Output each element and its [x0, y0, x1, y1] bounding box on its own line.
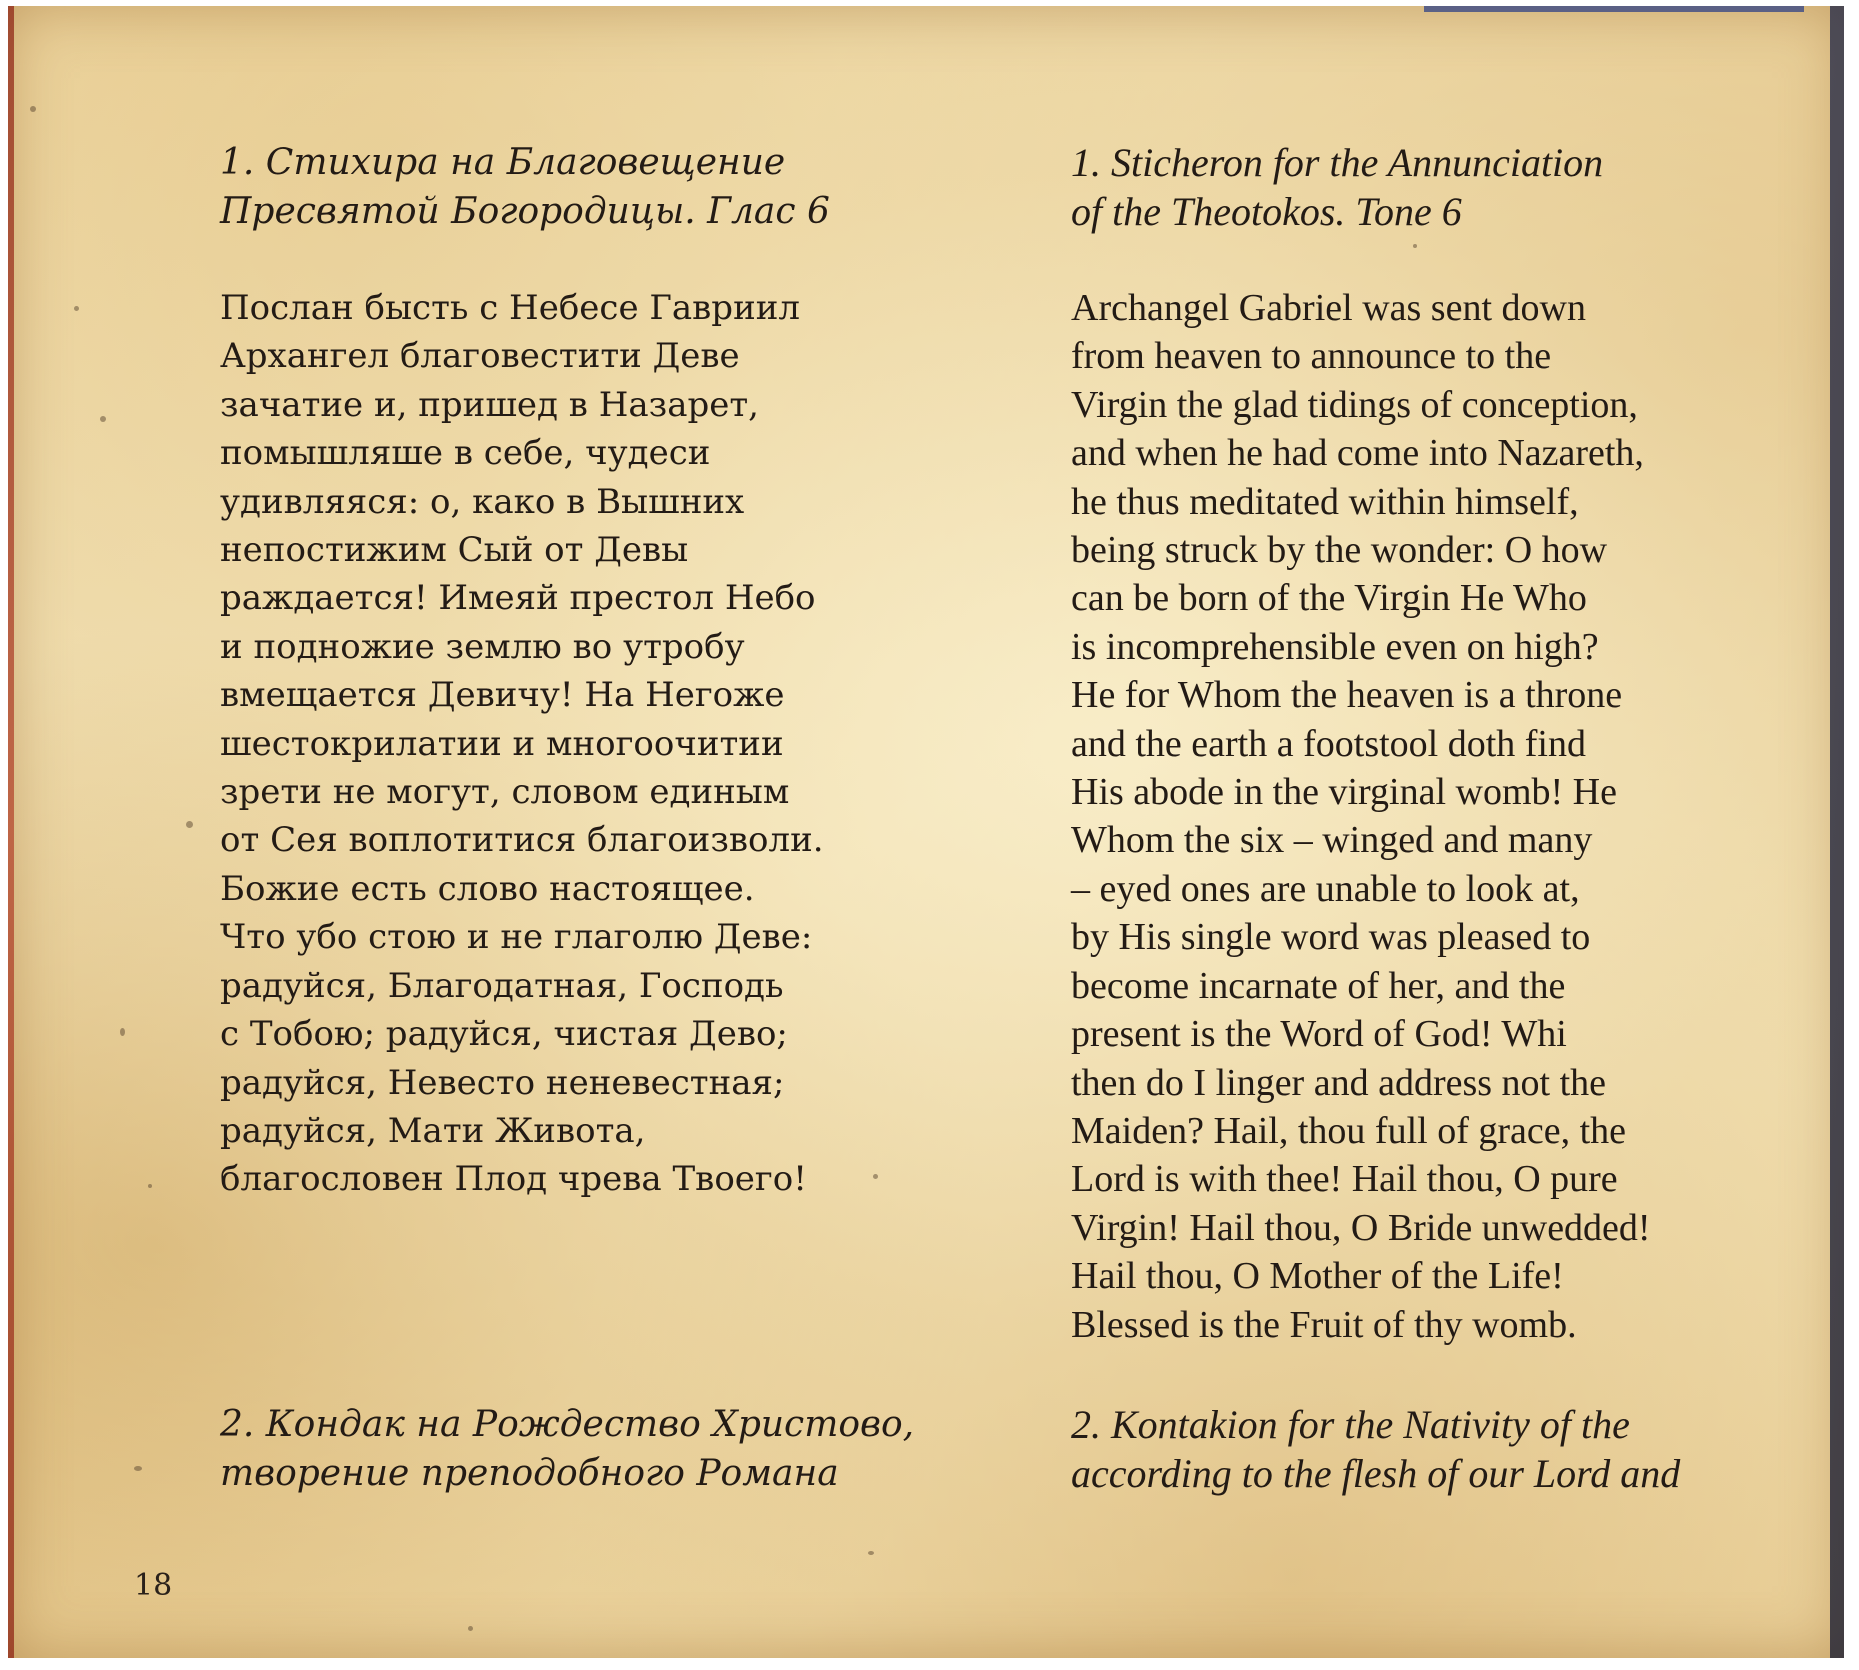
- heading-line: Пресвятой Богородицы. Глас 6: [220, 191, 830, 232]
- book-page: [8, 6, 1844, 1658]
- english-section2-heading: [1071, 1400, 1680, 1498]
- paper-speck: [148, 1184, 152, 1188]
- heading-line: according to the flesh of our Lord and: [1071, 1451, 1681, 1496]
- body-line: вмещается Девичу! На Негоже: [220, 675, 785, 716]
- body-line: Lord is with thee! Hail thou, O pure: [1071, 1158, 1618, 1201]
- body-line: шестокрилатии и многоочитии: [220, 723, 784, 764]
- body-line: Послан бысть с Небесе Гавриил: [220, 288, 800, 328]
- body-line: being struck by the wonder: O how: [1071, 529, 1608, 572]
- body-line: удивляяся: о, како в Вышних: [220, 481, 745, 522]
- body-line: Archangel Gabriel was sent down: [1071, 287, 1586, 329]
- paper-speck: [186, 821, 193, 828]
- body-line: раждается! Имеяй престол Небо: [220, 578, 816, 619]
- body-line: с Тобою; радуйся, чистая Дево;: [220, 1014, 788, 1055]
- heading-line: 1. Стихира на Благовещение: [220, 142, 786, 183]
- body-line: His abode in the virginal womb! He: [1071, 771, 1617, 814]
- body-line: помышляше в себе, чудеси: [220, 433, 711, 474]
- body-line: – eyed ones are unable to look at,: [1071, 867, 1580, 910]
- body-line: зачатие и, пришед в Назарет,: [220, 384, 759, 425]
- paper-speck: [120, 1028, 125, 1036]
- russian-section1-body: [220, 284, 824, 1204]
- paper-speck: [74, 306, 79, 311]
- body-line: Что убо стою и не глаголю Деве:: [220, 917, 813, 958]
- body-line: from heaven to announce to the: [1071, 335, 1552, 378]
- heading-line: 2. Kontakion for the Nativity of the: [1071, 1402, 1630, 1447]
- body-line: Whom the six – winged and many: [1071, 819, 1593, 862]
- body-line: and the earth a footstool doth find: [1071, 722, 1586, 765]
- paper-speck: [134, 1466, 142, 1471]
- heading-line: 2. Кондак на Рождество Христово,: [220, 1404, 915, 1445]
- paper-speck: [1413, 244, 1417, 248]
- cover-edge-band: [1424, 6, 1804, 12]
- body-line: Virgin the glad tidings of conception,: [1071, 383, 1638, 426]
- body-line: Божие есть слово настоящее.: [220, 868, 755, 909]
- body-line: Maiden? Hail, thou full of grace, the: [1071, 1109, 1627, 1152]
- english-section1-heading: [1071, 138, 1603, 236]
- paper-speck: [468, 1626, 473, 1631]
- body-line: and when he had come into Nazareth,: [1071, 432, 1644, 475]
- heading-line: 1. Sticheron for the Annunciation: [1071, 140, 1604, 185]
- page-number: 18: [134, 1568, 173, 1603]
- body-line: He for Whom the heaven is a throne: [1071, 674, 1623, 717]
- body-line: от Сея воплотитися благоизволи.: [220, 820, 824, 861]
- body-line: Blessed is the Fruit of thy womb.: [1071, 1303, 1577, 1346]
- body-line: by His single word was pleased to: [1071, 916, 1591, 959]
- paper-speck: [873, 1174, 878, 1179]
- english-section1-body: [1071, 284, 1651, 1349]
- body-line: become incarnate of her, and the: [1071, 964, 1566, 1007]
- body-line: радуйся, Мати Живота,: [220, 1110, 646, 1151]
- paper-speck: [30, 106, 36, 112]
- body-line: радуйся, Благодатная, Господь: [220, 965, 784, 1006]
- body-line: и подножие землю во утробу: [220, 626, 745, 667]
- body-line: благословен Плод чрева Твоего!: [220, 1159, 807, 1200]
- body-line: he thus meditated within himself,: [1071, 480, 1579, 523]
- body-line: Virgin! Hail thou, O Bride unwedded!: [1071, 1206, 1651, 1249]
- body-line: Hail thou, O Mother of the Life!: [1071, 1255, 1564, 1298]
- body-line: present is the Word of God! Whi: [1071, 1013, 1567, 1056]
- body-line: радуйся, Невесто неневестная;: [220, 1062, 785, 1103]
- russian-section2-heading: [220, 1400, 914, 1498]
- body-line: can be born of the Virgin He Who: [1071, 577, 1587, 620]
- body-line: непостижим Сый от Девы: [220, 530, 689, 571]
- body-line: Архангел благовестити Деве: [220, 336, 740, 377]
- body-line: зрети не могут, словом единым: [220, 772, 790, 813]
- paper-speck: [100, 416, 106, 422]
- body-line: then do I linger and address not the: [1071, 1061, 1607, 1104]
- paper-speck: [868, 1551, 874, 1555]
- heading-line: творение преподобного Романа: [220, 1453, 839, 1494]
- body-line: is incomprehensible even on high?: [1071, 625, 1599, 668]
- heading-line: of the Theotokos. Tone 6: [1071, 189, 1462, 234]
- russian-section1-heading: [220, 138, 830, 236]
